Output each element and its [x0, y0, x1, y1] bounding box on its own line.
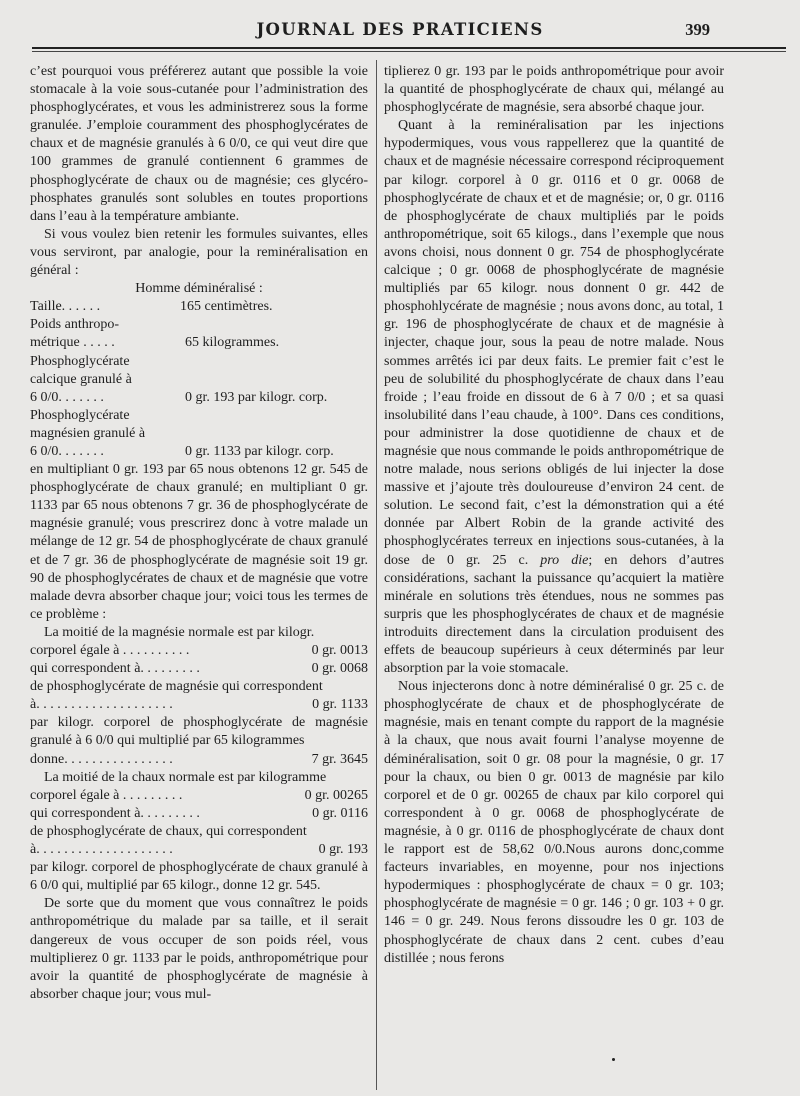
column-divider — [376, 60, 377, 1090]
formula-table — [30, 298, 368, 461]
table-value: 165 centimètres. — [180, 299, 273, 315]
computation-label: corporel égale à . . . . . . . . . . — [30, 643, 190, 658]
computation-value: 0 gr. 0013 — [311, 643, 368, 658]
table-value: 65 kilogrammes. — [185, 335, 280, 351]
computation-value: 7 gr. 3645 — [311, 751, 368, 767]
header-rule — [32, 47, 786, 49]
paragraph: c’est pourquoi vous préférerez autant que possible la voie stomacale à la voie sous-cutanée pour l’administration des phosphoglycérates, et vous les administrerez sous la forme granulée. J’emploie couramment des phosphoglycérates de chaux et de magnésie granulés à 6 0/0, ce qui veut dire que 100 grammes de granulé contiennent 6 grammes de phosphoglycérate de chaux ou de magnésie; ces glycéro-phosphates granulés sont solubles en toutes proportions dans l’eau à la température ambiante. — [30, 64, 368, 224]
page-header — [0, 20, 800, 48]
table-title: Homme déminéralisé : — [135, 281, 263, 297]
paragraph: par kilogr. corporel de phosphoglycérate de magnésie granulé à 6 0/0 qui multiplié par 65 kilogrammes — [30, 715, 368, 749]
computation-label: donne. . . . . . . . . . . . . . . . — [30, 751, 173, 767]
paragraph: Nous injecterons donc à notre déminéralisé 0 gr. 25 c. de phosphoglycérate de chaux et de phosphoglycérate de magnésie, mais en tenant compte du rapport de la magnésie à la chaux, que nous avait fourni l’analyse moyenne de déminéralisation, soit 0 gr. 08 pour la magnésie, 0 gr. 17 pour la chaux, ou bien 0 gr. 0013 de magnésie par kilo corporel et de 0 gr. 00265 de chaux par kilo corporel qui correspondent à 0 gr. 0068 de phosphoglycérate de magnésie, à 0 gr. 0116 de phosphoglycérate de chaux dont le rapport est de 58,62 0/0.Nous aurons donc,comme facteurs invariables, en moyenne, pour nos injections hypodermiques : phosphoglycérate de chaux = 0 gr. 103; phosphoglycérate de magnésie = 0 gr. 146 ; 0 gr. 103 + 0 gr. 146 = 0 gr. 249. Nous ferons dissoudre les 0 gr. 103 de phosphoglycérate de chaux dans 2 cent. cubes d’eau distillée ; nous ferons — [384, 679, 724, 966]
paragraph: De sorte que du moment que vous connaîtrez le poids anthropométrique du malade par sa taille, et il serait dangereux de vous occuper de son poids réel, vous multiplierez 0 gr. 1133 par le poids, anthropométrique pour avoir la quantité de phosphoglycérate de magnésie à absorber chaque jour; vous mul- — [30, 896, 368, 1002]
computation-label: à. . . . . . . . . . . . . . . . . . . . — [30, 697, 173, 713]
right-column — [384, 63, 724, 968]
text-run: Quant à la reminéralisation par les injections hypodermiques, vous vous rappellerez que la quantité de chaux et de magnésie nécessaire correspond réciproquement par kilogr. corporel à 0 gr. 0116 et 0 gr. 0068 de phosphoglycérate de chaux et et de magnésie; or, 0 gr. 0116 de phosphoglycérate de chaux multipliés par le poids anthropométrique, soit 65 kilogs., dans l’exemple que nous avons choisi, nous donnent 0 gr. 754 de phosphoglycérate calcique ; 0 gr. 0068 de phosphoglycérate de magnésie multipliés par 65 kilogr. nous donnent 0 gr. 442 de phosphohlycérate de magnésie ; nous avons donc, au total, 1 gr. 196 de phosphoglycérate de chaux et de magnésie à injecter, chaque jour, sous la peau de notre malade. Nous sommes arrêtés ici par deux faits. Le premier fait c’est le peu de solubilité du phosphoglycérate de chaux dans l’eau froide ; l’eau froide en dissout de 6 à 7 0/0 ; et sa quasi insolubilité dans l’eau chaude, à 100°. Dans ces conditions, pour administrer la dose quotidienne de chaux et de magnésie que nous commande le poids anthropométrique de notre malade, nous serions obligés de lui injecter la dose massive et j’ajoute très douloureuse d’environ 24 cent. de solution. Le second fait, c’est la démonstration qui a été donnée par Albert Robin de la grande activité des phosphoglycérates terreux en injections sous-cutanées, à la dose de 0 gr. 25 c. — [384, 118, 724, 568]
page-number: 399 — [685, 20, 710, 39]
paragraph: de phosphoglycérate de chaux, qui correspondent — [30, 823, 307, 839]
computation-label: à. . . . . . . . . . . . . . . . . . . . — [30, 842, 173, 858]
paragraph: en multipliant 0 gr. 193 par 65 nous obtenons 12 gr. 545 de phosphoglycérate de chaux granulé; en multipliant 0 gr. 1133 par 65 nous obtenons 7 gr. 36 de phosphoglycérate de magnésie granulé; vous prescrirez donc à votre malade un mélange de 12 gr. 54 de phosphoglycérate de chaux granulé et de 7 gr. 36 de phosphoglycérate de magnésie soit 19 gr. 90 de phosphoglycérates de chaux et de magnésie que votre malade devra absorber chaque jour; voici tous les termes de ce problème : — [30, 462, 368, 622]
table-label: Poids anthropo- — [30, 317, 120, 333]
table-label: 6 0/0. . . . . . . — [30, 443, 104, 459]
computation-label: qui correspondent à. . . . . . . . . — [30, 805, 200, 821]
table-label: magnésien granulé à — [30, 425, 146, 441]
running-title: JOURNAL DES PRATICIENS — [256, 20, 544, 39]
computation-label: qui correspondent à. . . . . . . . . — [30, 661, 200, 677]
paragraph: Si vous voulez bien retenir les formules suivantes, elles vous serviront, par analogie, pour la reminéralisation en général : — [30, 226, 368, 279]
paragraph: de phosphoglycérate de magnésie qui correspondent — [30, 679, 323, 695]
paragraph: tiplierez 0 gr. 193 par le poids anthropométrique pour avoir la quantité de phosphoglycérate de chaux qui, mélangé au phosphoglycérate de magnésie, sera absorbé chaque jour. — [384, 64, 724, 116]
table-label: Phosphoglycérate — [30, 407, 130, 423]
paragraph: par kilogr. corporel de phosphoglycérate de chaux granulé à 6 0/0 qui, multiplié par 65 kilogr., donne 12 gr. 545. — [30, 860, 368, 894]
paragraph: La moitié de la magnésie normale est par kilogr. — [44, 624, 315, 640]
text-run: ; en dehors d’autres considérations, sachant la puissance qu’acquiert la matière minérale en solutions très étendues, nous ne sommes pas surpris que les phosphoglycérates de chaux et de magnésie introduits directement dans la circulation produisent des effets de beaucoup supérieurs à ceux déterminés par leur absorption par la voie stomacale. — [384, 552, 724, 677]
ink-speck — [612, 1058, 615, 1061]
table-value: 0 gr. 193 par kilogr. corp. — [185, 389, 328, 405]
table-label: 6 0/0. . . . . . . — [30, 389, 104, 405]
table-label: calcique granulé à — [30, 371, 132, 387]
computation-label: corporel égale à . . . . . . . . . — [30, 787, 183, 803]
italic-text: pro die — [540, 552, 589, 568]
paragraph: La moitié de la chaux normale est par kilogramme — [44, 769, 327, 785]
header-rule-thin — [32, 51, 786, 52]
paragraph — [384, 117, 724, 678]
computation-value: 0 gr. 0068 — [311, 661, 368, 677]
left-column — [30, 63, 368, 1004]
table-label: Taille. . . . . . — [30, 299, 101, 315]
computation-value: 0 gr. 193 — [318, 842, 368, 858]
table-label: Phosphoglycérate — [30, 353, 130, 369]
table-value: 0 gr. 1133 par kilogr. corp. — [185, 443, 334, 459]
computation-value: 0 gr. 0116 — [312, 805, 368, 821]
computation-value: 0 gr. 00265 — [304, 787, 368, 803]
computation-value: 0 gr. 1133 — [312, 697, 368, 713]
table-label: métrique . . . . . — [30, 335, 115, 351]
